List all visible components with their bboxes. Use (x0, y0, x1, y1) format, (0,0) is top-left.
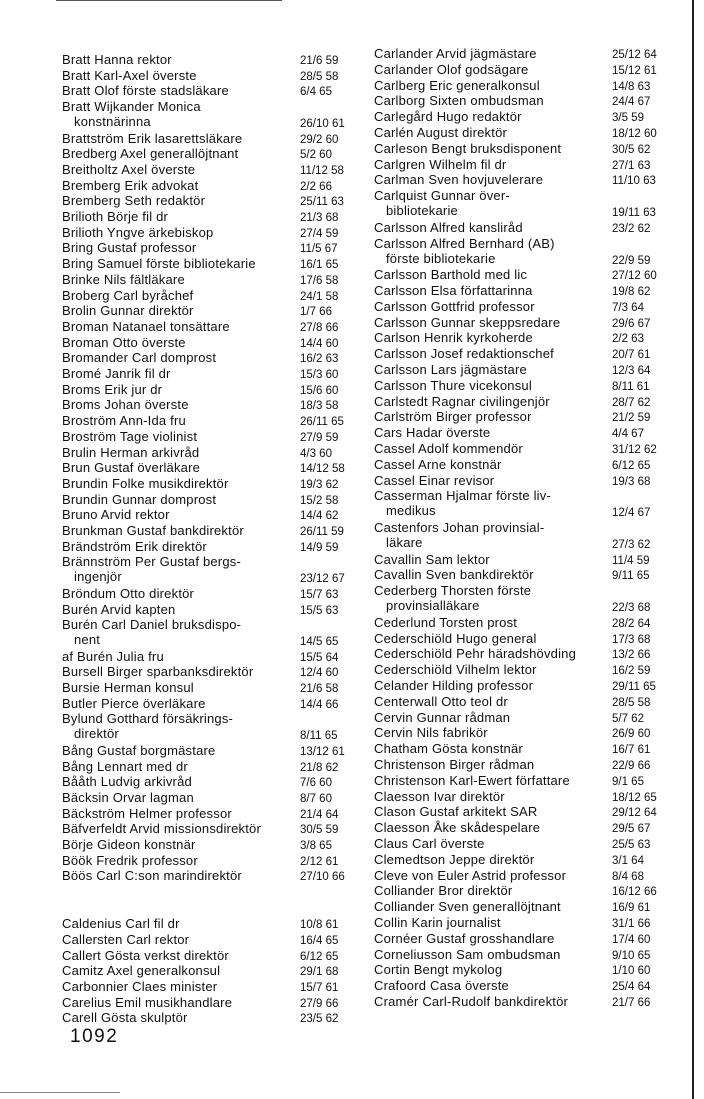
entry-name: Bäckström Helmer professor (62, 805, 232, 821)
entry-date: 12/4 60 (300, 667, 339, 680)
top-rule (56, 0, 282, 1)
entry-date: 23/12 67 (300, 573, 345, 586)
entry-name: Carbonnier Claes minister (62, 978, 218, 994)
entry-date: 23/2 62 (612, 222, 651, 235)
entry-name: Cleve von Euler Astrid professor (374, 867, 567, 883)
entry-date: 11/12 58 (300, 164, 344, 177)
entry-date: 30/5 59 (300, 824, 339, 837)
entry-date: 28/2 64 (612, 617, 651, 630)
entry-date: 21/2 59 (612, 412, 651, 425)
entry-name: Breitholtz Axel överste (62, 161, 196, 177)
entry-date: 3/5 59 (612, 112, 644, 125)
entry-name-continuation: bibliotekarie (386, 203, 458, 219)
entry-date: 21/7 66 (612, 997, 651, 1009)
entry-name: Bredberg Axel generallöjtnant (62, 146, 239, 162)
entry-date: 17/3 68 (612, 633, 651, 646)
entry-date: 8/11 61 (612, 380, 650, 393)
entry-name-continuation: ingenjör (74, 569, 122, 585)
entry-name: Bring Gustaf professor (62, 240, 197, 256)
entry-name: Bring Samuel förste bibliotekarie (62, 256, 256, 272)
entry-date: 6/12 65 (300, 950, 339, 963)
entry-name: Brilioth Yngve ärkebiskop (62, 224, 214, 240)
entry-name: Carelius Emil musikhandlare (62, 994, 233, 1010)
entry-name: Claus Carl överste (374, 836, 485, 851)
entry-name: Camitz Axel generalkonsul (62, 963, 221, 979)
entry-name: Brattström Erik lasarettsläkare (62, 130, 243, 146)
entry-name: Chatham Gösta konstnär (374, 741, 523, 757)
entry-name: Carlman Sven hovjuvelerare (374, 172, 544, 188)
entry-name: Christenson Karl-Ewert författare (374, 772, 570, 788)
entry-name: Cavallin Sam lektor (374, 551, 490, 567)
entry-date: 8/4 68 (612, 870, 644, 883)
entry-date: 27/10 66 (300, 871, 345, 884)
entry-date: 15/2 58 (300, 494, 339, 507)
entry-name: Bång Gustaf borgmästare (62, 742, 216, 758)
entry-date: 12/4 67 (612, 507, 651, 520)
entry-name: Carlberg Eric generalkonsul (374, 77, 540, 93)
entry-name: Bromé Janrik fil dr (62, 366, 171, 381)
entry-date: 6/4 65 (300, 86, 332, 99)
entry-name: Carlsson Barthold med lic (374, 267, 528, 283)
entry-date: 13/12 61 (300, 745, 345, 758)
entry-name: Brundin Gunnar domprost (62, 491, 217, 507)
entry-name: Brinke Nils fältläkare (62, 271, 185, 287)
entry-name: Broström Tage violinist (62, 428, 198, 444)
entry-date: 31/12 62 (612, 444, 657, 456)
entry-name: Corneliusson Sam ombudsman (374, 946, 561, 962)
entry-name: Bååth Ludvig arkivråd (62, 774, 192, 790)
entry-date: 27/3 62 (612, 539, 651, 551)
entry-name: Börje Gideon konstnär (62, 837, 196, 852)
entry-name: Brilioth Börje fil dr (62, 209, 169, 224)
entry-name: Bromander Carl domprost (62, 350, 217, 366)
entry-date: 21/8 62 (300, 761, 339, 774)
entry-date: 29/11 65 (612, 681, 656, 693)
entry-name: Carlsson Gunnar skeppsredare (374, 314, 561, 330)
entry-name: Bremberg Erik advokat (62, 177, 199, 193)
entry-date: 26/11 65 (300, 416, 344, 429)
entry-name: Carlsson Elsa författarinna (374, 283, 533, 298)
entry-date: 19/3 62 (300, 478, 339, 491)
entry-date: 22/3 68 (612, 602, 651, 615)
entry-name: Broman Natanael tonsättare (62, 318, 230, 334)
entry-date: 23/5 62 (300, 1013, 339, 1026)
entry-date: 24/4 67 (612, 96, 651, 109)
entry-name: Cramér Carl-Rudolf bankdirektör (374, 994, 569, 1009)
entry-date: 12/3 64 (612, 365, 651, 377)
entry-name: Böök Fredrik professor (62, 852, 198, 868)
entry-name: Carlsson Thure vicekonsul (374, 377, 532, 393)
entry-name: Brun Gustaf överläkare (62, 460, 201, 476)
entry-date: 19/8 62 (612, 286, 651, 298)
entry-name: Casserman Hjalmar förste liv- (374, 488, 552, 504)
entry-date: 21/6 58 (300, 683, 339, 695)
entry-name: Brännström Per Gustaf bergs- (62, 554, 241, 570)
entry-name: Carlegård Hugo redaktör (374, 109, 522, 125)
entry-date: 15/7 61 (300, 981, 339, 994)
entry-date: 19/3 68 (612, 475, 651, 488)
entry-date: 30/5 62 (612, 143, 651, 156)
entry-name: Bursell Birger sparbanksdirektör (62, 664, 254, 680)
entry-date: 26/11 59 (300, 526, 344, 538)
entry-date: 29/5 67 (612, 823, 651, 836)
entry-date: 15/3 60 (300, 369, 339, 381)
entry-name: Cornéer Gustaf grosshandlare (374, 930, 555, 946)
entry-name-continuation: direktör (74, 726, 119, 742)
entry-name-continuation: förste bibliotekarie (386, 250, 496, 266)
entry-date: 14/9 59 (300, 541, 339, 554)
entry-date: 11/5 67 (300, 243, 338, 256)
entry-date: 29/1 68 (300, 966, 339, 979)
entry-name: Böös Carl C:son marindirektör (62, 868, 242, 884)
entry-date: 4/4 67 (612, 428, 644, 441)
entry-date: 29/2 60 (300, 133, 339, 146)
entry-date: 8/11 65 (300, 730, 338, 743)
entry-name: Carlsson Gottfrid professor (374, 298, 535, 314)
entry-name-continuation: läkare (386, 535, 423, 550)
entry-name: Bratt Karl-Axel överste (62, 67, 197, 83)
entry-name: Cederschiöld Hugo general (374, 630, 537, 646)
entry-date: 25/4 64 (612, 981, 651, 994)
entry-date: 5/7 62 (612, 712, 644, 725)
entry-name: Cervin Nils fabrikör (374, 725, 488, 741)
entry-name: Bratt Olof förste stadsläkare (62, 83, 229, 99)
entry-name: Carlgren Wilhelm fil dr (374, 156, 507, 172)
entry-date: 26/9 60 (612, 728, 651, 741)
entry-name: Bäfverfeldt Arvid missionsdirektör (62, 821, 261, 837)
entry-name: Caldenius Carl fil dr (62, 916, 180, 932)
entry-name: Centerwall Otto teol dr (374, 693, 508, 709)
entry-name: Crafoord Casa överste (374, 978, 509, 994)
entry-name-continuation: nent (74, 632, 101, 648)
entry-date: 21/4 64 (300, 808, 339, 821)
entry-name: Colliander Sven generallöjtnant (374, 899, 561, 915)
entry-name: Carlsson Alfred Bernhard (AB) (374, 235, 555, 251)
entry-date: 16/7 61 (612, 744, 651, 757)
entry-name: Castenfors Johan provinsial- (374, 520, 545, 535)
entry-name: Claesson Åke skådespelare (374, 820, 541, 836)
entry-name: Broberg Carl byråchef (62, 287, 194, 303)
entry-name: Cavallin Sven bankdirektör (374, 567, 534, 583)
entry-name: Carleson Bengt bruksdisponent (374, 140, 562, 156)
entry-name: Butler Pierce överläkare (62, 695, 206, 711)
entry-date: 16/4 65 (300, 934, 339, 947)
entry-name: Claesson Ivar direktör (374, 788, 505, 804)
entry-date: 25/5 63 (612, 839, 651, 851)
entry-name: Callersten Carl rektor (62, 931, 190, 947)
entry-date: 27/12 60 (612, 270, 657, 283)
page-number: 1092 (70, 1026, 119, 1047)
entry-date: 4/3 60 (300, 447, 332, 460)
entry-date: 18/12 65 (612, 791, 657, 804)
entry-name: Bremberg Seth redaktör (62, 193, 206, 209)
entry-date: 27/1 63 (612, 159, 651, 172)
entry-name: Cars Hadar överste (374, 425, 491, 441)
entry-date: 24/1 58 (300, 290, 339, 303)
entry-name: Cederlund Torsten prost (374, 614, 518, 630)
entry-name: Carlborg Sixten ombudsman (374, 93, 544, 109)
entry-name: Bäcksin Orvar lagman (62, 789, 194, 805)
entry-date: 18/12 60 (612, 128, 657, 140)
entry-date: 28/5 58 (612, 696, 651, 709)
entry-date: 14/4 62 (300, 510, 339, 523)
entry-name: Cervin Gunnar rådman (374, 709, 511, 725)
entry-date: 18/3 58 (300, 400, 339, 413)
entry-date: 17/6 58 (300, 274, 339, 287)
entry-date: 1/10 60 (612, 965, 651, 978)
entry-name: Cassel Einar revisor (374, 472, 495, 488)
entry-name: Clemedtson Jeppe direktör (374, 851, 535, 867)
entry-name: Cederschiöld Vilhelm lektor (374, 662, 537, 678)
entry-date: 1/7 66 (300, 306, 332, 319)
entry-date: 15/5 63 (300, 604, 339, 617)
entry-name: Carlstedt Ragnar civilingenjör (374, 393, 550, 409)
entry-date: 16/1 65 (300, 259, 339, 272)
entry-date: 16/2 63 (300, 353, 339, 366)
entry-date: 5/2 60 (300, 149, 332, 162)
entry-name: Bång Lennart med dr (62, 758, 188, 774)
entry-date: 28/7 62 (612, 396, 651, 409)
entry-name: Cederschiöld Pehr häradshövding (374, 646, 577, 662)
entry-name: Carlsson Josef redaktionschef (374, 346, 554, 362)
entry-date: 14/12 58 (300, 463, 345, 476)
entry-date: 29/6 67 (612, 317, 651, 330)
entry-date: 22/9 59 (612, 254, 651, 267)
entry-date: 21/6 59 (300, 55, 339, 67)
entry-date: 14/8 63 (612, 80, 651, 93)
entry-name: Brundin Folke musikdirektör (62, 475, 229, 491)
entry-date: 9/11 65 (612, 570, 650, 583)
entry-name: af Burén Julia fru (62, 648, 164, 664)
entry-date: 25/11 63 (300, 196, 344, 209)
entry-date: 21/3 68 (300, 212, 339, 224)
entry-name: Carlén August direktör (374, 125, 508, 140)
entry-name: Broström Ann-Ida fru (62, 413, 186, 429)
entry-date: 27/9 66 (300, 997, 339, 1010)
bottom-rule (0, 1092, 120, 1093)
entry-date: 7/6 60 (300, 777, 332, 790)
entry-name: Carlander Olof godsägare (374, 61, 529, 77)
entry-name: Bursie Herman konsul (62, 680, 194, 695)
entry-name-continuation: medikus (386, 503, 436, 519)
entry-name: Carlsson Alfred kansliråd (374, 219, 523, 235)
entry-date: 15/12 61 (612, 64, 657, 77)
entry-date: 6/12 65 (612, 459, 651, 472)
entry-name: Cortin Bengt mykolog (374, 962, 503, 978)
entry-name: Broms Erik jur dr (62, 381, 163, 397)
entry-name: Carlson Henrik kyrkoherde (374, 330, 533, 346)
entry-name: Clason Gustaf arkitekt SAR (374, 804, 538, 820)
entry-name: Carell Gösta skulptör (62, 1010, 188, 1026)
entry-name: Cassel Arne konstnär (374, 456, 502, 472)
entry-name: Carlander Arvid jägmästare (374, 46, 537, 61)
entry-date: 25/12 64 (612, 49, 657, 61)
entry-date: 3/8 65 (300, 840, 332, 852)
entry-name: Carlsson Lars jägmästare (374, 362, 527, 377)
entry-name: Broms Johan överste (62, 397, 189, 413)
entry-name: Celander Hilding professor (374, 678, 534, 693)
entry-name: Brunkman Gustaf bankdirektör (62, 523, 244, 538)
entry-date: 8/7 60 (300, 792, 332, 805)
entry-date: 3/1 64 (612, 854, 644, 867)
entry-date: 2/2 66 (300, 180, 332, 193)
entry-name: Colliander Bror direktör (374, 883, 513, 899)
entry-name: Bratt Wijkander Monica (62, 99, 201, 115)
entry-date: 20/7 61 (612, 349, 651, 362)
entry-date: 26/10 61 (300, 118, 345, 131)
entry-date: 29/12 64 (612, 807, 657, 820)
entry-date: 22/9 66 (612, 760, 651, 772)
entry-date: 27/9 59 (300, 431, 339, 444)
entry-name: Collin Karin journalist (374, 915, 501, 930)
entry-date: 15/6 60 (300, 384, 339, 397)
entry-date: 27/4 59 (300, 227, 339, 240)
entry-name: Bruno Arvid rektor (62, 507, 170, 523)
entry-name: Bylund Gotthard försäkrings- (62, 711, 234, 727)
entry-date: 15/7 63 (300, 588, 339, 601)
entry-name-continuation: provinsialläkare (386, 598, 480, 614)
entry-date: 14/5 65 (300, 636, 339, 649)
entry-name: Christenson Birger rådman (374, 757, 535, 772)
entry-date: 14/4 60 (300, 337, 339, 350)
entry-date: 14/4 66 (300, 698, 339, 711)
entry-date: 9/10 65 (612, 949, 651, 962)
entry-name: Burén Carl Daniel bruksdispo- (62, 617, 242, 633)
entry-name: Carlquist Gunnar över- (374, 188, 510, 204)
entry-date: 28/5 58 (300, 70, 339, 83)
entry-name: Brulin Herman arkivråd (62, 444, 200, 460)
entry-date: 13/2 66 (612, 649, 651, 662)
entry-name-continuation: konstnärinna (74, 114, 151, 130)
entry-date: 2/12 61 (300, 855, 339, 868)
entry-name: Cassel Adolf kommendör (374, 441, 523, 456)
entry-name: Bröndum Otto direktör (62, 585, 195, 601)
entry-date: 19/11 63 (612, 207, 656, 220)
entry-name: Cederberg Thorsten förste (374, 583, 532, 599)
entry-name: Brolin Gunnar direktör (62, 303, 194, 319)
entry-date: 11/10 63 (612, 175, 656, 188)
entry-date: 15/5 64 (300, 651, 339, 664)
entry-name: Broman Otto överste (62, 334, 186, 350)
entry-name: Bratt Hanna rektor (62, 52, 172, 67)
entry-date: 2/2 63 (612, 333, 644, 346)
right-edge-rule (692, 0, 694, 1099)
entry-date: 16/9 61 (612, 902, 651, 915)
entry-date: 10/8 61 (300, 919, 339, 932)
entry-name: Brändström Erik direktör (62, 538, 207, 554)
entry-name: Carlström Birger professor (374, 409, 532, 425)
entry-date: 17/4 60 (612, 933, 651, 946)
entry-date: 11/4 59 (612, 554, 650, 567)
entry-date: 9/1 65 (612, 775, 644, 788)
entry-date: 31/1 66 (612, 918, 651, 930)
entry-date: 16/12 66 (612, 886, 657, 899)
entry-name: Callert Gösta verkst direktör (62, 947, 229, 963)
entry-date: 16/2 59 (612, 665, 651, 678)
entry-date: 7/3 64 (612, 301, 644, 314)
entry-name: Burén Arvid kapten (62, 601, 176, 617)
entry-date: 27/8 66 (300, 321, 339, 334)
